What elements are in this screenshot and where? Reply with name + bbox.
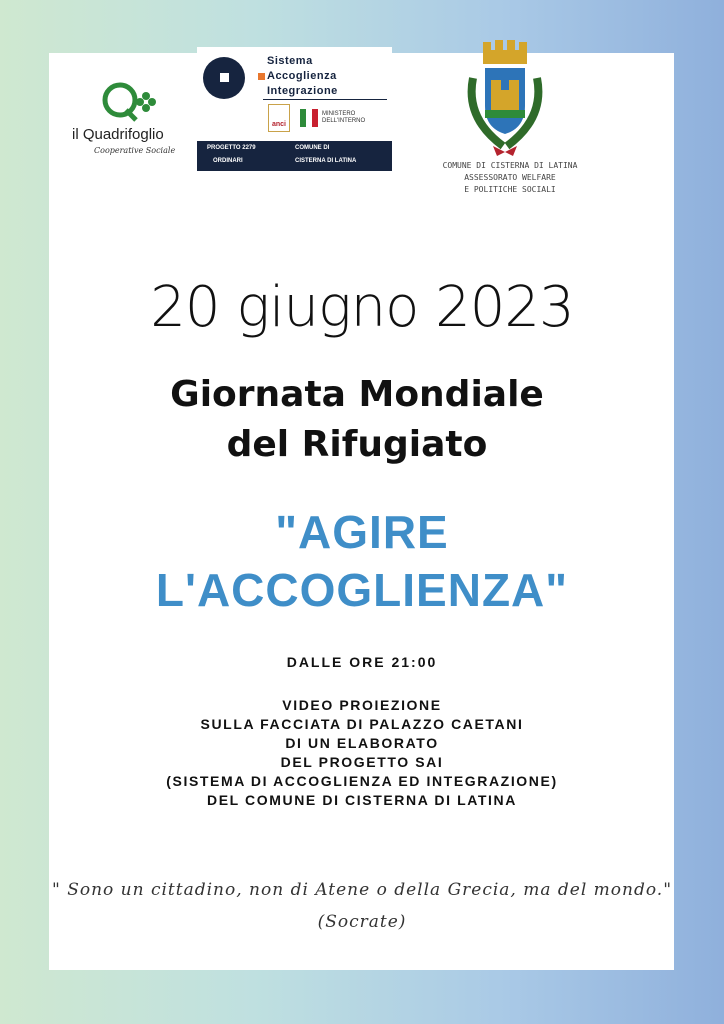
comune-line3: E POLITICHE SOCIALI bbox=[464, 185, 556, 194]
sai-line3: Integrazione bbox=[267, 85, 338, 97]
sai-circle-icon bbox=[203, 57, 245, 99]
event-slogan-line2: L'ACCOGLIENZA" bbox=[155, 564, 569, 616]
sai-info-bar bbox=[197, 141, 392, 171]
event-title-line1: Giornata Mondiale bbox=[170, 374, 544, 415]
cisterna-label: CISTERNA DI LATINA bbox=[295, 158, 357, 164]
comune-line2: ASSESSORATO WELFARE bbox=[464, 173, 556, 182]
sai-divider bbox=[263, 99, 387, 100]
event-slogan bbox=[0, 503, 724, 619]
quadrifoglio-name: il Quadrifoglio bbox=[72, 126, 164, 143]
coat-of-arms bbox=[455, 38, 555, 168]
sai-line2: Accoglienza bbox=[267, 70, 337, 82]
sai-line1: Sistema bbox=[267, 55, 313, 67]
comune-di-label: COMUNE DI bbox=[295, 145, 330, 151]
progetto-label: PROGETTO 2279 bbox=[207, 145, 256, 151]
quote-text: " Sono un cittadino, non di Atene o della Grecia, ma del mondo." bbox=[51, 880, 673, 900]
quadrifoglio-subtitle: Cooperative Sociale bbox=[94, 146, 176, 155]
ministero-label: MINISTERO DELL'INTERNO bbox=[322, 111, 366, 124]
event-slogan-line1: "AGIRE bbox=[275, 506, 449, 558]
clover-q-icon bbox=[100, 80, 160, 124]
event-title-line2: del Rifugiato bbox=[226, 424, 488, 465]
description-line: SULLA FACCIATA DI PALAZZO CAETANI bbox=[200, 716, 524, 732]
italian-flag-icon bbox=[300, 109, 318, 127]
description-line: DEL COMUNE DI CISTERNA DI LATINA bbox=[207, 792, 517, 808]
event-title bbox=[0, 370, 714, 470]
quadrifoglio-logo bbox=[70, 80, 200, 160]
coat-of-arms-icon bbox=[455, 38, 555, 158]
anci-logo: anci bbox=[268, 104, 290, 132]
quote-author: (Socrate) bbox=[317, 912, 407, 932]
sai-logo bbox=[197, 47, 392, 171]
event-date: 20 giugno 2023 bbox=[150, 275, 574, 340]
ordinari-label: ORDINARI bbox=[213, 158, 243, 164]
event-time: DALLE ORE 21:00 bbox=[286, 654, 438, 670]
description-line: VIDEO PROIEZIONE bbox=[282, 697, 442, 713]
comune-text bbox=[410, 160, 610, 196]
description-line: (SISTEMA DI ACCOGLIENZA ED INTEGRAZIONE) bbox=[166, 773, 558, 789]
description-line: DI UN ELABORATO bbox=[285, 735, 439, 751]
sai-orange-square-icon bbox=[258, 73, 265, 80]
description-line: DEL PROGETTO SAI bbox=[280, 754, 444, 770]
event-description bbox=[0, 696, 724, 810]
comune-line1: COMUNE DI CISTERNA DI LATINA bbox=[442, 161, 578, 170]
